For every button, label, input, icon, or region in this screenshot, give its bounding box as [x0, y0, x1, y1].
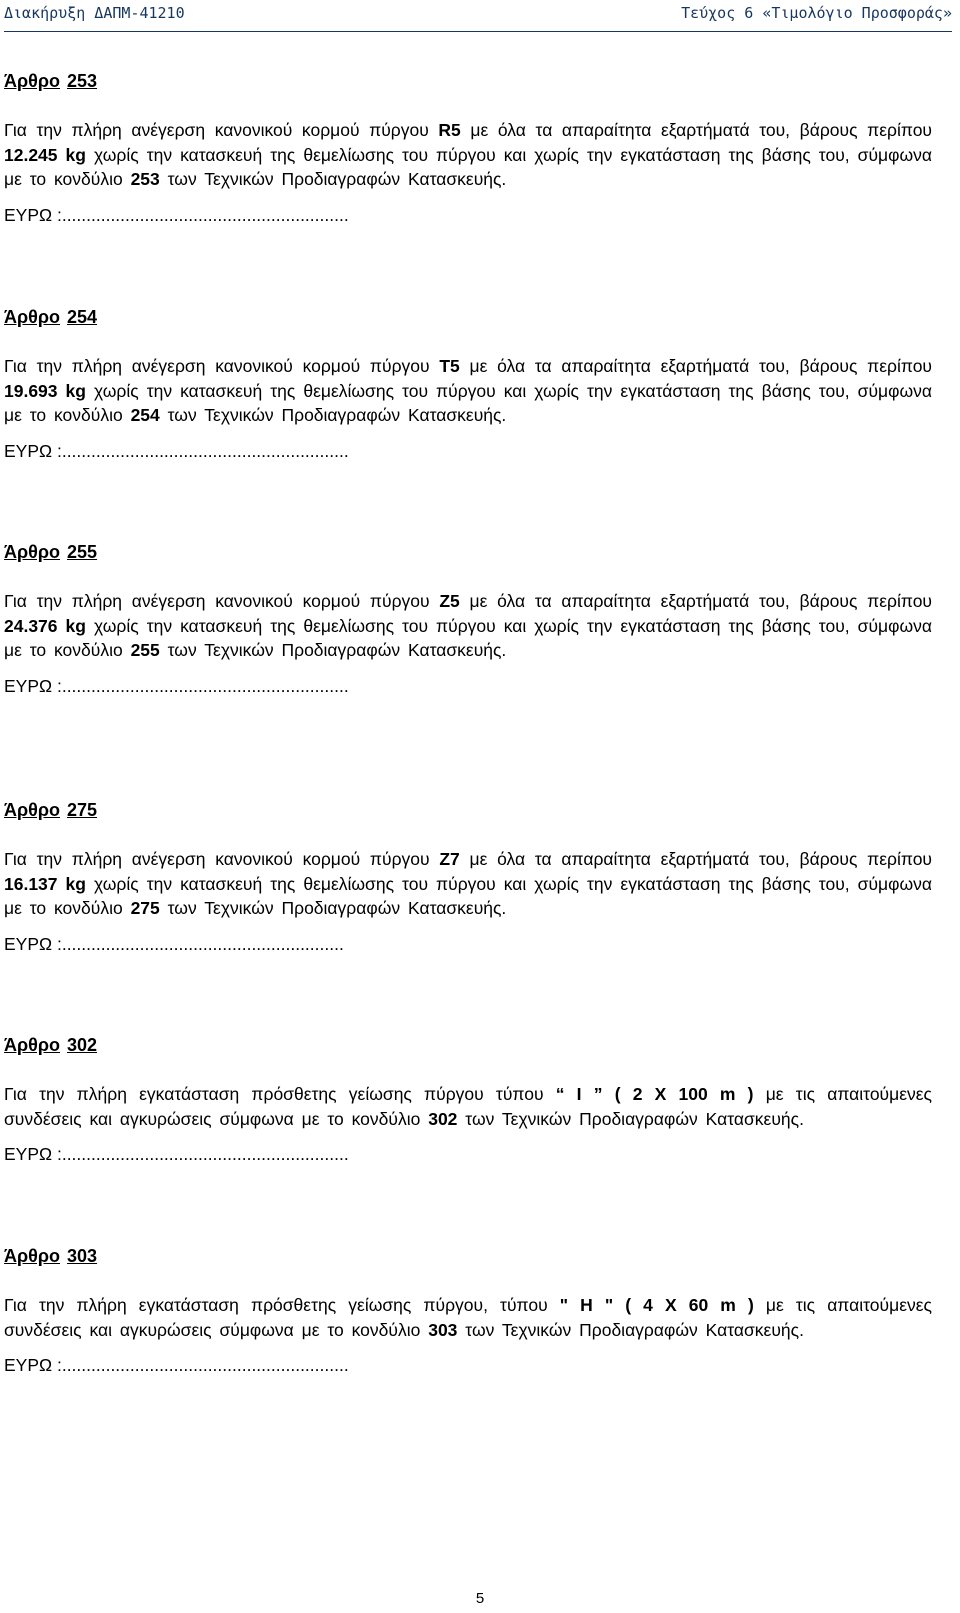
article-255: [4, 541, 932, 697]
price-line: [4, 204, 932, 226]
article-253: [4, 70, 932, 226]
article-title: Άρθρο 275: [4, 800, 98, 820]
price-label: ΕΥΡΩ :: [4, 933, 62, 954]
article-303: [4, 1245, 932, 1376]
article-title: Άρθρο 302: [4, 1035, 98, 1055]
article-title: Άρθρο 255: [4, 542, 98, 562]
price-blank: ...........................................................: [61, 204, 349, 225]
article-description: Για την πλήρη εγκατάσταση πρόσθετης γείωσης πύργου τύπου “ I ” ( 2 Χ 100 m ) με τις απαιτούμενες συνδέσεις και αγκυρώσεις σύμφωνα με το κονδύλιο 302 των Τεχνικών Προδιαγραφών Κατασκευής.: [4, 1084, 932, 1129]
price-label: ΕΥΡΩ :: [4, 675, 62, 696]
page-header: [4, 0, 952, 26]
price-label: ΕΥΡΩ :: [4, 1355, 62, 1375]
article-description: Για την πλήρη ανέγερση κανονικού κορμού πύργου R5 με όλα τα απαραίτητα εξαρτήματά του, βάρους περίπου 12.245 kg χωρίς την κατασκευή της θεμελίωσης του πύργου και χωρίς την εγκατάσταση της βάσης του, σύμφωνα με το κονδύλιο 253 των Τεχνικών Προδιαγραφών Κατασκευής.: [4, 120, 932, 189]
price-blank: ...........................................................: [61, 1144, 349, 1164]
article-302: [4, 1034, 932, 1165]
article-title: Άρθρο 303: [4, 1246, 98, 1266]
price-line: [4, 1143, 932, 1165]
price-line: [4, 933, 932, 955]
price-blank: ...........................................................: [61, 440, 349, 461]
price-label: ΕΥΡΩ :: [4, 1144, 62, 1164]
article-275: [4, 799, 932, 955]
price-blank: ...........................................................: [61, 675, 349, 696]
article-description: Για την πλήρη ανέγερση κανονικού κορμού πύργου Z7 με όλα τα απαραίτητα εξαρτήματά του, βάρους περίπου 16.137 kg χωρίς την κατασκευή της θεμελίωσης του πύργου και χωρίς την εγκατάσταση της βάσης του, σύμφωνα με το κονδύλιο 275 των Τεχνικών Προδιαγραφών Κατασκευής.: [4, 849, 933, 918]
price-line: [4, 675, 932, 697]
price-line: [4, 440, 932, 462]
price-blank: ..........................................................: [61, 933, 344, 954]
page-number: 5: [475, 1590, 485, 1607]
header-tender-id: Διακήρυξη ΔΑΠΜ-41210: [4, 4, 185, 22]
article-title: Άρθρο 253: [4, 71, 98, 91]
price-blank: ...........................................................: [61, 1355, 349, 1375]
article-description: Για την πλήρη ανέγερση κανονικού κορμού πύργου Z5 με όλα τα απαραίτητα εξαρτήματά του, βάρους περίπου 24.376 kg χωρίς την κατασκευή της θεμελίωσης του πύργου και χωρίς την εγκατάσταση της βάσης του, σύμφωνα με το κονδύλιο 255 των Τεχνικών Προδιαγραφών Κατασκευής.: [4, 591, 933, 660]
article-title: Άρθρο 254: [4, 307, 98, 327]
price-label: ΕΥΡΩ :: [4, 440, 62, 461]
price-label: ΕΥΡΩ :: [4, 204, 62, 225]
header-volume-title: Τεύχος 6 «Τιμολόγιο Προσφοράς»: [681, 4, 952, 22]
header-divider: [4, 31, 952, 32]
price-line: [4, 1354, 932, 1376]
article-description: Για την πλήρη εγκατάσταση πρόσθετης γείωσης πύργου, τύπου " Η " ( 4 Χ 60 m ) με τις απαιτούμενες συνδέσεις και αγκυρώσεις σύμφωνα με το κονδύλιο 303 των Τεχνικών Προδιαγραφών Κατασκευής.: [4, 1295, 932, 1340]
article-description: Για την πλήρη ανέγερση κανονικού κορμού πύργου T5 με όλα τα απαραίτητα εξαρτήματά του, βάρους περίπου 19.693 kg χωρίς την κατασκευή της θεμελίωσης του πύργου και χωρίς την εγκατάσταση της βάσης του, σύμφωνα με το κονδύλιο 254 των Τεχνικών Προδιαγραφών Κατασκευής.: [4, 356, 933, 425]
article-254: [4, 306, 932, 462]
